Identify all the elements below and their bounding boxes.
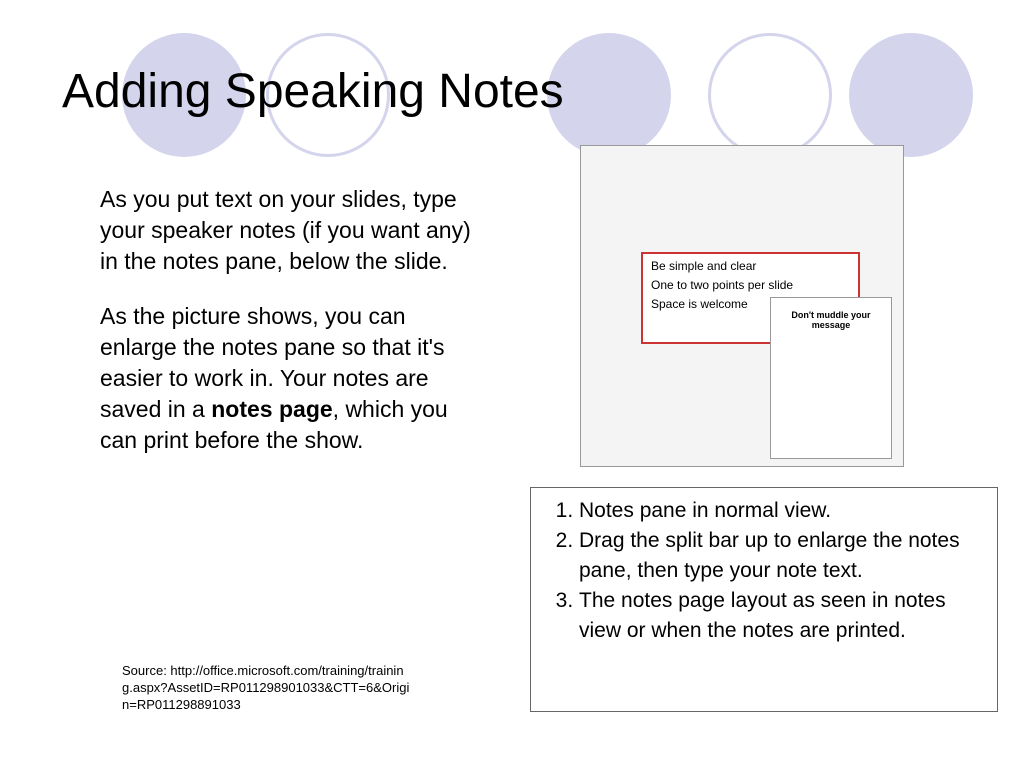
body-text (100, 184, 472, 480)
body-paragraph: As the picture shows, you can enlarge the notes pane so that it's easier to work in. Your notes are saved in a notes page, which you can print before the show. (100, 303, 448, 453)
notes-bullet: Space is welcome (651, 297, 748, 311)
decor-circle (547, 33, 671, 157)
callout-box (530, 487, 998, 712)
slide-title: Adding Speaking Notes (62, 65, 564, 118)
page-title: Don't muddle your message (791, 310, 871, 330)
body-paragraph: As you put text on your slides, type your speaker notes (if you want any) in the notes pane, below the slide. (100, 186, 471, 274)
decor-ring (708, 33, 832, 157)
callout-item: 3. The notes page layout as seen in notes view or when the notes are printed. (579, 586, 985, 646)
callout-item: 2. Drag the split bar up to enlarge the notes pane, then type your note text. (579, 526, 985, 586)
notes-bullet: One to two points per slide (651, 278, 794, 292)
decor-circle (849, 33, 973, 157)
notes-page (770, 297, 892, 459)
callout-item: 1. Notes pane in normal view. (579, 496, 985, 526)
notes-bullet: Be simple and clear (651, 259, 757, 273)
source-citation: Source: http://office.microsoft.com/training/training.aspx?AssetID=RP011298901033&CTT=6&Origin=RP011298891033 (122, 663, 410, 712)
